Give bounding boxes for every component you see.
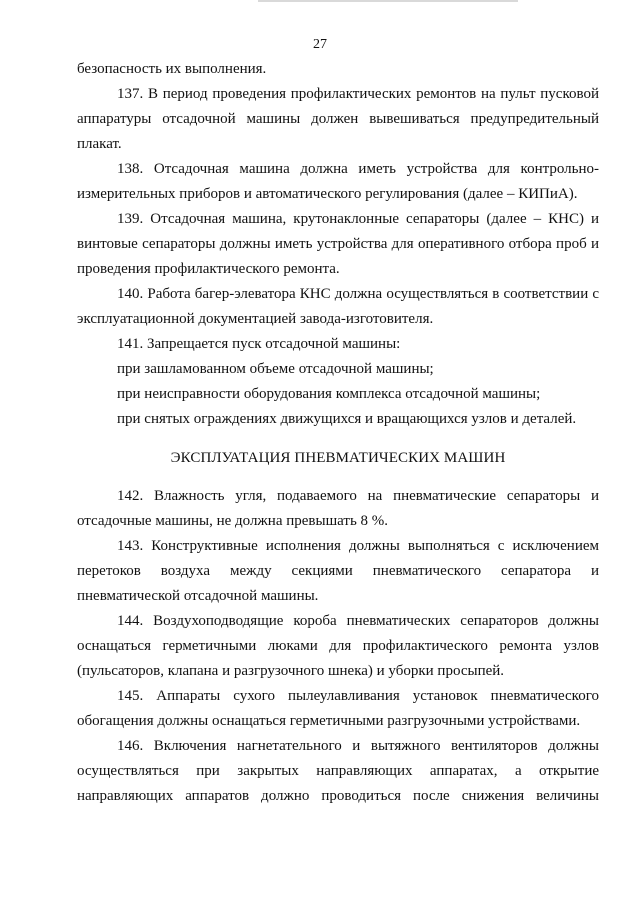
paragraph-139: 139. Отсадочная машина, крутонаклонные сепараторы (далее – КНС) и винтовые сепараторы должны иметь устройства для оперативного отбора проб и проведения профилактического ремонта. xyxy=(77,211,599,277)
section-heading: ЭКСПЛУАТАЦИЯ ПНЕВМАТИЧЕСКИХ МАШИН xyxy=(170,450,506,466)
paragraph-144: 144. Воздухоподводящие короба пневматических сепараторов должны оснащаться герметичными люками для профилактического ремонта узлов (пульсаторов, клапана и разгрузочного шнека) и уборки просыпей. xyxy=(77,613,599,679)
page-number: 27 xyxy=(313,37,327,52)
paragraph-138: 138. Отсадочная машина должна иметь устройства для контрольно-измерительных приборов и автоматического регулирования (далее – КИПиА). xyxy=(77,161,599,202)
paragraph-146: 146. Включения нагнетательного и вытяжного вентиляторов должны осуществляться при закрытых направляющих аппаратах, а открытие направляющих аппаратов должно проводиться после снижения величины xyxy=(77,738,599,804)
paragraph-140: 140. Работа багер-элеватора КНС должна осуществляться в соответствии с эксплуатационной документацией завода-изготовителя. xyxy=(77,286,599,327)
paragraph-142: 142. Влажность угля, подаваемого на пневматические сепараторы и отсадочные машины, не должна превышать 8 %. xyxy=(77,488,599,529)
paragraph-141: 141. Запрещается пуск отсадочной машины: xyxy=(117,336,401,352)
paragraph-137: 137. В период проведения профилактических ремонтов на пульт пусковой аппаратуры отсадочной машины должен вывешиваться предупредительный плакат. xyxy=(77,86,599,152)
list-item-141-1: при зашламованном объеме отсадочной машины; xyxy=(117,361,434,377)
document-body xyxy=(77,57,599,809)
paragraph-143: 143. Конструктивные исполнения должны выполняться с исключением перетоков воздуха между секциями пневматического сепаратора и пневматической отсадочной машины. xyxy=(77,538,599,604)
list-item-141-3: при снятых ограждениях движущихся и вращающихся узлов и деталей. xyxy=(117,411,577,427)
paragraph-continuation: безопасность их выполнения. xyxy=(77,61,267,77)
paragraph-145: 145. Аппараты сухого пылеулавливания установок пневматического обогащения должны оснащаться герметичными разгрузочными устройствами. xyxy=(77,688,599,729)
list-item-141-2: при неисправности оборудования комплекса отсадочной машины; xyxy=(117,386,541,402)
top-edge-rule xyxy=(258,0,518,2)
